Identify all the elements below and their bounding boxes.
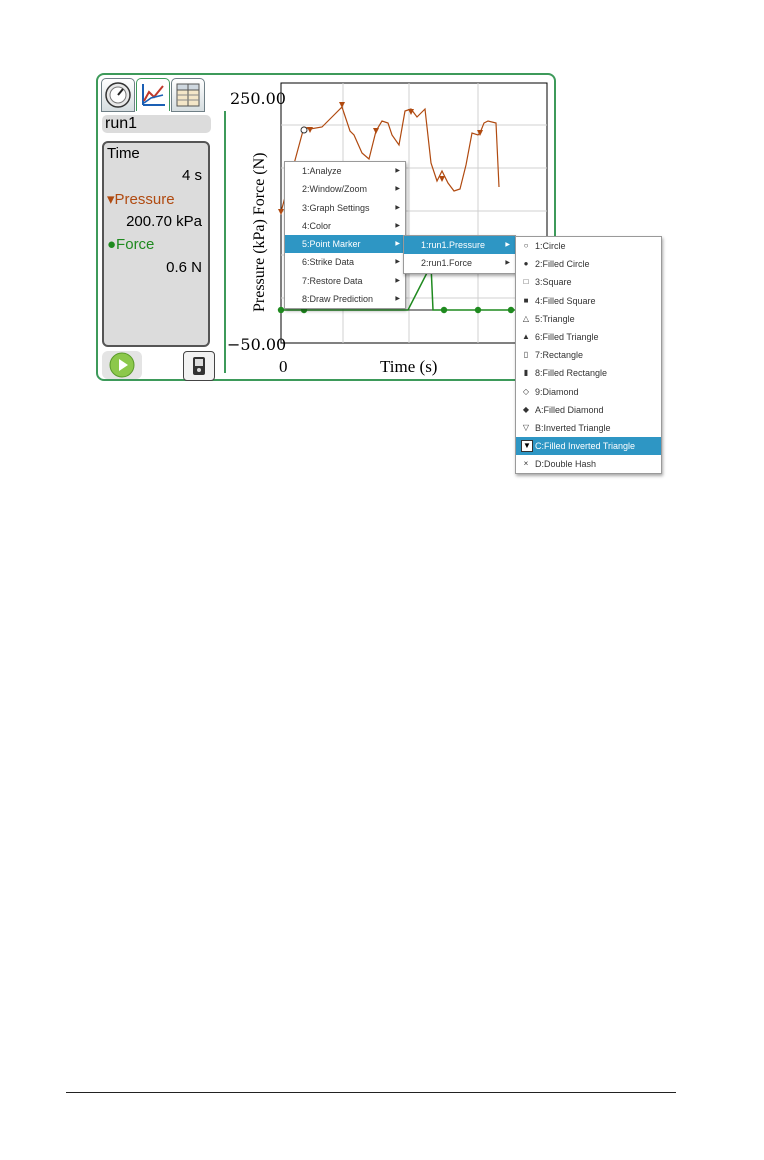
submenu-arrow-icon: ▶ <box>395 186 400 193</box>
filled-rectangle-icon: ▮ <box>523 368 529 378</box>
filled-diamond-icon: ◆ <box>522 404 530 414</box>
x-axis-label[interactable]: Time (s) <box>380 357 438 376</box>
marker-option-square[interactable]: □ 3:Square <box>516 273 661 291</box>
submenu-arrow-icon: ▶ <box>395 241 400 248</box>
menu-item-graph-settings[interactable]: 3:Graph Settings ▶ <box>285 199 405 217</box>
marker-option-diamond[interactable]: ◇ 9:Diamond <box>516 383 661 401</box>
table-icon <box>174 81 202 109</box>
x-axis-min: 0 <box>279 357 288 376</box>
force-point-marker <box>475 307 481 313</box>
circle-icon: ○ <box>523 241 529 250</box>
marker-option-filled-diamond[interactable]: ◆ A:Filled Diamond <box>516 401 661 419</box>
filled-circle-icon: ● <box>523 259 529 269</box>
meter-box <box>102 141 210 347</box>
submenu-arrow-icon: ▶ <box>505 242 510 248</box>
menu-item-restore-data[interactable]: 7:Restore Data ▶ <box>285 272 405 290</box>
diamond-icon: ◇ <box>522 386 530 396</box>
double-hash-icon: × <box>523 459 529 469</box>
menu-item-strike-data[interactable]: 6:Strike Data ▶ <box>285 253 405 271</box>
submenu-arrow-icon: ▶ <box>395 296 400 303</box>
submenu-arrow-icon: ▶ <box>395 259 400 266</box>
triangle-icon: △ <box>522 313 530 323</box>
marker-option-filled-triangle[interactable]: ▲ 6:Filled Triangle <box>516 328 661 346</box>
submenu-arrow-icon: ▶ <box>395 222 400 229</box>
menu-item-window-zoom[interactable]: 2:Window/Zoom ▶ <box>285 180 405 198</box>
marker-option-filled-circle[interactable]: ● 2:Filled Circle <box>516 255 661 273</box>
start-collection-button[interactable] <box>102 351 142 379</box>
force-value: 0.6 N <box>166 259 202 276</box>
square-icon: □ <box>523 277 529 287</box>
time-value: 4 s <box>181 167 202 184</box>
marker-option-inverted-triangle[interactable]: ▽ B:Inverted Triangle <box>516 419 661 437</box>
inverted-triangle-icon: ▽ <box>522 422 530 432</box>
run-label[interactable]: run1 <box>102 115 211 133</box>
force-label[interactable]: ●Force <box>107 236 155 253</box>
marker-option-filled-rectangle[interactable]: ▮ 8:Filled Rectangle <box>516 364 661 382</box>
bottom-toolbar <box>98 345 224 379</box>
submenu-arrow-icon: ▶ <box>395 204 400 211</box>
tab-table[interactable] <box>171 78 205 112</box>
menu-item-point-marker[interactable]: 5:Point Marker ▶ <box>285 235 405 253</box>
force-point-marker <box>441 307 447 313</box>
marker-option-filled-square[interactable]: ■ 4:Filled Square <box>516 292 661 310</box>
tab-meter[interactable] <box>101 78 135 112</box>
pressure-label[interactable]: ▾Pressure <box>107 191 175 208</box>
menu-item-color[interactable]: 4:Color ▶ <box>285 217 405 235</box>
filled-square-icon: ■ <box>523 295 529 305</box>
graph-icon <box>139 81 167 109</box>
y-axis-min: −50.00 <box>227 335 287 354</box>
tab-graph[interactable] <box>136 78 170 111</box>
submenu-arrow-icon: ▶ <box>395 277 400 284</box>
menu-item-draw-prediction[interactable]: 8:Draw Prediction ▶ <box>285 290 405 308</box>
meter-icon <box>104 81 132 109</box>
marker-option-double-hash[interactable]: × D:Double Hash <box>516 455 661 473</box>
y-axis-label: Pressure (kPa) Force (N) <box>251 152 268 312</box>
point-marker-submenu <box>515 236 662 474</box>
pressure-point-marker <box>301 127 307 133</box>
force-point-marker <box>508 307 514 313</box>
play-icon <box>109 352 135 378</box>
meter-panel <box>98 111 226 373</box>
sensor-device-button[interactable] <box>183 351 215 381</box>
sensor-icon <box>188 355 210 377</box>
run-submenu <box>403 235 516 274</box>
menu-item-analyze[interactable]: 1:Analyze ▶ <box>285 162 405 180</box>
rectangle-icon: ▯ <box>523 350 529 360</box>
y-axis-max: 250.00 <box>230 89 286 108</box>
marker-option-circle[interactable]: ○ 1:Circle <box>516 237 661 255</box>
marker-option-rectangle[interactable]: ▯ 7:Rectangle <box>516 346 661 364</box>
time-label: Time <box>107 145 140 162</box>
filled-inverted-triangle-icon: ▼ <box>521 440 533 452</box>
marker-option-triangle[interactable]: △ 5:Triangle <box>516 310 661 328</box>
submenu-item-run1-force[interactable]: 2:run1.Force ▶ <box>404 254 515 272</box>
graph-context-menu <box>284 161 406 309</box>
submenu-item-run1-pressure[interactable]: 1:run1.Pressure ▶ <box>404 236 515 254</box>
marker-option-filled-inverted-triangle[interactable]: ▼ C:Filled Inverted Triangle <box>516 437 661 455</box>
filled-triangle-icon: ▲ <box>522 331 530 341</box>
pressure-value: 200.70 kPa <box>126 213 202 230</box>
page-footer-rule <box>66 1092 676 1093</box>
submenu-arrow-icon: ▶ <box>395 168 400 174</box>
submenu-arrow-icon: ▶ <box>505 260 510 267</box>
